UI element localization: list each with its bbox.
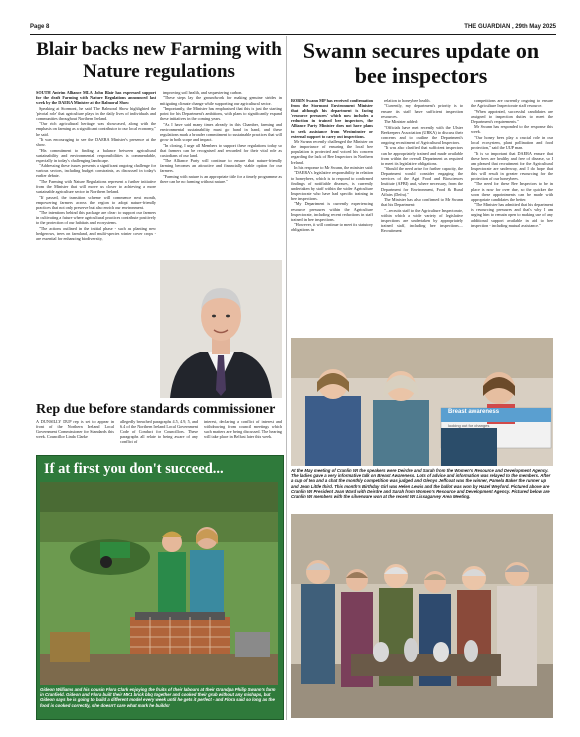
paragraph: "Currently, my department's priority is to ensure its staff have sufficient inspection resources. <box>381 103 463 119</box>
paragraph: "Officials have met recently with the Ulster Beekeepers Association (UBKA) to discuss their concerns and to outline the Department's ongoing recruitment of Agricultural Inspectors. <box>381 124 463 145</box>
paragraph: SOUTH Antrim Alliance MLA John Blair has expressed support for the draft Farming with Nature Regulations announced last week by the DAERA Minister at the Balmoral Show <box>36 90 156 106</box>
paragraph: "Importantly, the Minister has emphasised that this is just the starting point for his Department's ambitions, with plans to significantly expand these initiatives in the coming years. <box>160 106 282 122</box>
paragraph: The Minister added: <box>384 119 418 125</box>
paragraph: "As I have said many times already in this Chamber, farming and environmental sustainability must go hand in hand, and these regulations mark a broader commitment to sustainable practices that will grow in both scope and impact. <box>160 121 282 143</box>
bbq-photo <box>40 482 278 685</box>
bbq-caption: Gideon Williams and his cousin Flora Clark enjoying the fruits of their labours at their Grandpa Philip Swann's farm in Cranfield. Gideon and Flora built their MK1 brick bbq together and cooked their grub without any mishaps, but Gideon says he is going to build a different model every week until he gets it perfect - and Flora said so long as the food is cooked correctly, she doesn't care what mark he builds! <box>40 687 276 708</box>
article-standards-col3: interest, declaring a conflict of interest and withdrawing from council meetings which such matters are being discussed. The hearing will take place in Belfast later this week. <box>204 419 282 440</box>
paragraph: "If passed, the transition scheme will commence next month, empowering farmers across the region to adopt nature-friendly practices that not only preserve but also enrich our environment. <box>36 194 156 210</box>
article-blair-col1 <box>36 90 156 397</box>
header-rule <box>30 34 556 35</box>
paragraph: "However, it will continue to meet its statutory obligations in <box>291 222 373 233</box>
wi-caption: At the May meeting of Cranlin WI the speakers were Deirdre and Sarah from the Women's Resource and Development Agency. The ladies gave a very informative talk on Breast Awareness. Lots of advice and information was relayed to the members. After a cup of tea and a chat the monthly competition was judged and Glenys Jeffcoat was the winner, Pamela Baker the runner up and Jean Little third. This month's Birthday Girl was Helen Lewis and the ballot was won by Hazel Weyford. Pictured above are Cranlin WI President Joan Ward with Deirdre and Sarah from Women's Resource and Development Agency. Pictured below are Cranlin WI members with the silverware won at the recent WI Lissagarvey Area Meeting. <box>291 468 551 500</box>
paragraph: "It was encouraging to see the DAERA Minister's presence at the show. <box>36 137 156 148</box>
paragraph: "Addressing these issues presents a significant ongoing challenge for various sectors, including budget constraints, as discussed in today's earlier debate. <box>36 163 156 179</box>
paragraph: "Our rich agricultural heritage was showcased, along with the emphasis on farming as a significant contributor to our local economy," he said. <box>36 121 156 137</box>
headline-blair: Blair backs new Farming with Nature regulations <box>36 39 282 82</box>
article-swann-col2 <box>381 98 463 334</box>
article-blair-col2 <box>160 90 282 258</box>
wi-members-photo <box>291 514 553 718</box>
page-number: Page 8 <box>30 24 50 30</box>
john-blair-photo <box>160 260 282 398</box>
paragraph: "DAERA's legislative responsibility in relation to honeybees, which is to respond to confirmed findings of notifiable diseases, is currently undertaken by staff within the wider Agriculture Inspectorate who have had specific training in bee inspections. <box>291 170 373 201</box>
headline-swann: Swann secures update on bee inspectors <box>302 38 540 88</box>
paragraph: ROBIN Swann MP has received confirmation from the Stormont Environment Minister that although his department is facing 'resource pressures' which now includes a reduction in trained bee inspectors, the Alliance Party Minister does not have plans to seek assistance from Westminster or external support to carry out inspections. <box>291 98 373 139</box>
headline-standards: Rep due before standards commissioner <box>36 402 276 417</box>
headline-bbq: If at first you don't succeed... <box>44 461 224 477</box>
paragraph: "In closing, I urge all Members to support these regulations today so that farmers can be recognised and rewarded for their vital role as custodians of our land. <box>160 142 282 158</box>
paragraph: "The Farming with Nature Regulations represent a further initiative from the Minister that will move us closer to achieving a more sustainable agriculture sector in Northern Ireland. <box>36 178 156 195</box>
paragraph: "The actions outlined in the initial phase - such as planting new hedgerows, trees on farmland, and multi-species winter cover crops - are essential for enhancing biodiversity, <box>36 225 156 242</box>
paragraph: The Minister has also confirmed to Mr Swann that his Department: <box>381 197 463 208</box>
paragraph: "The Alliance Party will continue to ensure that nature-friendly farming becomes an attractive and financially viable option for our farmers. <box>160 158 282 174</box>
paragraph: competitions are currently ongoing to ensure the Agriculture Inspectorate staff resource. <box>471 98 553 109</box>
paragraph: Mr Swann recently challenged the Minister on the importance of ensuring the local bee population is protected and voiced his concern regarding the lack of Bee Inspectors in Northern Ireland. <box>291 139 373 165</box>
page-header <box>30 24 556 34</box>
paragraph: "It was also clarified that sufficient inspectors can be appropriately trained and made available from within the overall Department as required to meet its legislative obligations. <box>381 145 463 166</box>
paragraph: In his response to Mr Swann, the minister said: <box>294 165 373 170</box>
paragraph: Mr Swann has responded to the response this week. <box>471 124 553 135</box>
wi-speakers-photo <box>291 338 553 466</box>
article-swann-col3 <box>471 98 553 334</box>
paragraph: relation to honeybee health. <box>384 98 431 103</box>
banner-title: Breast awareness <box>448 409 500 415</box>
paragraph: "These steps lay the groundwork for making genuine strides in mitigating climate change while supporting our agricultural sector. <box>160 95 282 106</box>
paragraph: "My Department is currently experiencing resource pressures within the Agriculture Inspectorate, including recent reductions in staff trained in bee inspections. <box>291 201 373 222</box>
paragraph: "Farming with nature is an appropriate title for a timely programme as there can be no farming without nature." <box>160 173 282 184</box>
paragraph: "...recruits staff to the Agriculture Inspectorate, within which a wide variety of legislative inspections are undertaken by appropriately trained staff, including bee inspections.... Recruitment <box>381 207 463 234</box>
paragraph: "The Minister has admitted that his department is resourcing pressures and that's why I am urging him to remain open to making use of any additional support available in aid to bee inspection - including mutual assistance." <box>471 202 553 228</box>
column-divider <box>286 36 287 720</box>
article-standards-col1: A DUNSILLY DUP rep is set to appear in front of the Northern Ireland Local Government Commissioner for Standards this week. Councillor Linda Clarke <box>36 419 114 440</box>
banner-subtitle: looking out for changes <box>448 423 490 428</box>
paragraph: improving soil health, and sequestering carbon. <box>163 90 243 95</box>
paragraph: "It is so important that DAERA ensure that these bees are healthy and free of disease, so I am pleased that recruitment for the Agricultural Inspectorate are underway, and I do hope that this will result in greater resourcing for the protection of our honeybees. <box>471 150 553 181</box>
article-swann-col1 <box>291 98 373 334</box>
paragraph: "When appointed, successful candidates are assigned to inspection duties to meet the Department's requirements." <box>471 108 553 124</box>
paragraph: Speaking at Stormont, he said The Balmoral Show highlighted the 'pivotal role' that agriculture plays in the daily lives of individuals and communities throughout Northern Ireland. <box>36 105 156 121</box>
article-standards-col2: allegedly breached paragraphs 4.5, 4.9, 5, and 6.4 of the Northern Ireland Local Government Code of Conduct for Councillors. These paragraphs all relate to being aware of any conflict of <box>120 419 198 445</box>
breast-awareness-banner <box>445 408 551 422</box>
paragraph: "Our honey bees play a crucial role in our local ecosystem, plant pollination and food protection," said the UUP man. <box>471 134 553 151</box>
paragraph: "Should the need arise for further capacity, the Department would consider engaging the services of the Agri Food and Biosciences Institute (AFBI) and, where necessary, from the Department for Environment, Food & Rural Affairs (Defra)." <box>381 166 463 197</box>
paragraph: "The intentions behind this package are clear: to support our farmers in cultivating a future where agricultural practices contribute positively to the protection of our habitats and ecosystems. <box>36 210 156 226</box>
paper-name-date: THE GUARDIAN , 29th May 2025 <box>464 24 556 30</box>
paragraph: "The need for these Bee Inspectors to be in place is now for over due, so the quicker the soon these appointments can be made with appropriate candidates the better. <box>471 181 553 202</box>
paragraph: "His commitment to finding a balance between agricultural sustainability and environmental responsibilities is commendable, especially in today's challenging landscape. <box>36 147 156 163</box>
